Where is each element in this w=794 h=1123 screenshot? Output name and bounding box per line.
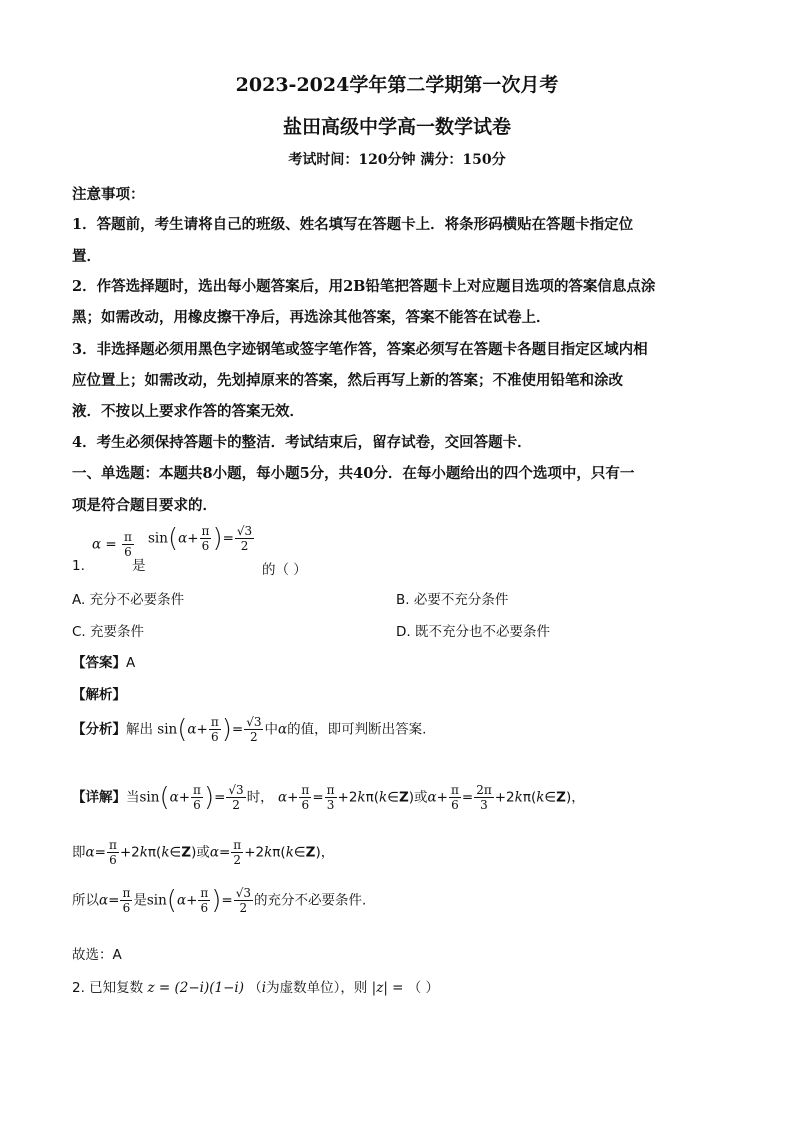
fenxi-mid: 中 [264,721,278,738]
q1-option-c: C. 充要条件 [72,624,145,640]
q1-is: 是 [132,558,146,574]
q2-abs: |z| = [371,980,404,996]
suoyi-label: 所以 [72,892,99,909]
answer-tag: 【答案】 [72,655,126,671]
q2-mid: （ [248,980,262,996]
analysis-tag: 【解析】 [72,687,126,703]
section1-line1: 一、单选题：本题共8小题，每小题5分，共40分．在每小题给出的四个选项中，只有一 [72,465,635,482]
ji-label: 即 [72,844,86,861]
q1-option-d: D. 既不充分也不必要条件 [396,624,550,640]
xj-when: 当 [126,789,140,806]
q2-pre: 2. 已知复数 [72,980,144,996]
suoyi-is: 是 [133,892,147,909]
note-3a: 3．非选择题必须用黑色字迹钢笔或签字笔作答，答案必须写在答题卡各题目指定区域内相 [72,341,648,358]
guxuan-line: 故选：A [72,947,122,963]
fenxi-post: 的值，即可判断出答案. [287,721,427,738]
xiangjie-line: 【详解】当sin(α+ $\frac{\pi}{6}$ )= $\frac{√3}{2}$ 时， α+ $\frac{\pi}{6}$ = $\frac{\pi}{3}$ +2kπ(k∈Z)或α+ $\frac{\pi}{6}$ = $\frac{2\pi}{3}$ +2kπ(k∈Z)， [72,782,585,813]
xj-end: ， [571,789,585,806]
note-3c: 液．不按以上要求作答的答案无效． [72,403,304,420]
q1-option-b: B. 必要不充分条件 [396,592,509,608]
fenxi-pre: 解出 [126,721,153,738]
note-1a: 1．答题前，考生请将自己的班级、姓名填写在答题卡上．将条形码横贴在答题卡指定位 [72,216,634,233]
q2-stem [72,976,439,996]
note-2a: 2．作答选择题时，选出每小题答案后，用2B铅笔把答题卡上对应题目选项的答案信息点涂 [72,278,656,295]
ji-line: 即α= $\frac{\pi}{6}$ +2kπ(k∈Z)或α= $\frac{\pi}{2}$ +2kπ(k∈Z)， [72,838,335,867]
q2-post: 为虚数单位），则 [266,980,368,996]
q1-tail: 的（ ） [262,562,307,578]
q2-i: i [261,980,267,996]
note-2b: 黑；如需改动，用橡皮擦干净后，再选涂其他答案，答案不能答在试卷上． [72,309,551,326]
fenxi-line: 【分析】解出 sin(α+ $\frac{\pi}{6}$ )= $\frac{√3}{2}$ 中α的值，即可判断出答案. [72,714,427,745]
answer-value: A [126,655,136,671]
notes-heading: 注意事项： [72,186,145,203]
exam-title: 2023-2024学年第二学期第一次月考 [235,74,559,96]
q1-number: 1. [72,558,85,574]
q2-expr: z = (2−i)(1−i) [147,980,244,996]
note-4: 4．考生必须保持答题卡的整洁．考试结束后，留存试卷，交回答题卡． [72,434,532,451]
ji-end: ， [320,844,335,861]
ji-or: 或 [196,844,210,861]
school-title: 盐田高级中学高一数学试卷 [282,116,511,138]
q1-sin-expr: sin(α+ $\frac{\pi}{6}$ )= $\frac{√3}{2}$ [148,523,253,554]
xj-or: 或 [414,789,428,806]
note-3b: 应位置上；如需改动，先划掉原来的答案，然后再写上新的答案；不准使用铅笔和涂改 [72,372,623,389]
suoyi-end: 的充分不必要条件. [254,892,367,909]
suoyi-line: 所以α= $\frac{\pi}{6}$ 是sin(α+ $\frac{\pi}{6}$ )= $\frac{√3}{2}$ 的充分不必要条件. [72,885,367,916]
exam-info: 考试时间：120分钟 满分：150分 [288,152,506,168]
q1-alpha-eq: α = $\frac{\pi}{6}$ [92,530,132,559]
note-1b: 置． [72,248,101,265]
q1-option-a: A. 充分不必要条件 [72,592,185,608]
q2-tail: （ ） [407,980,440,996]
xj-time: 时， [246,789,274,806]
q1-answer [72,651,135,671]
xiangjie-tag: 【详解】 [72,789,126,806]
section1-line2: 项是符合题目要求的． [72,497,217,514]
fenxi-tag: 【分析】 [72,721,126,738]
